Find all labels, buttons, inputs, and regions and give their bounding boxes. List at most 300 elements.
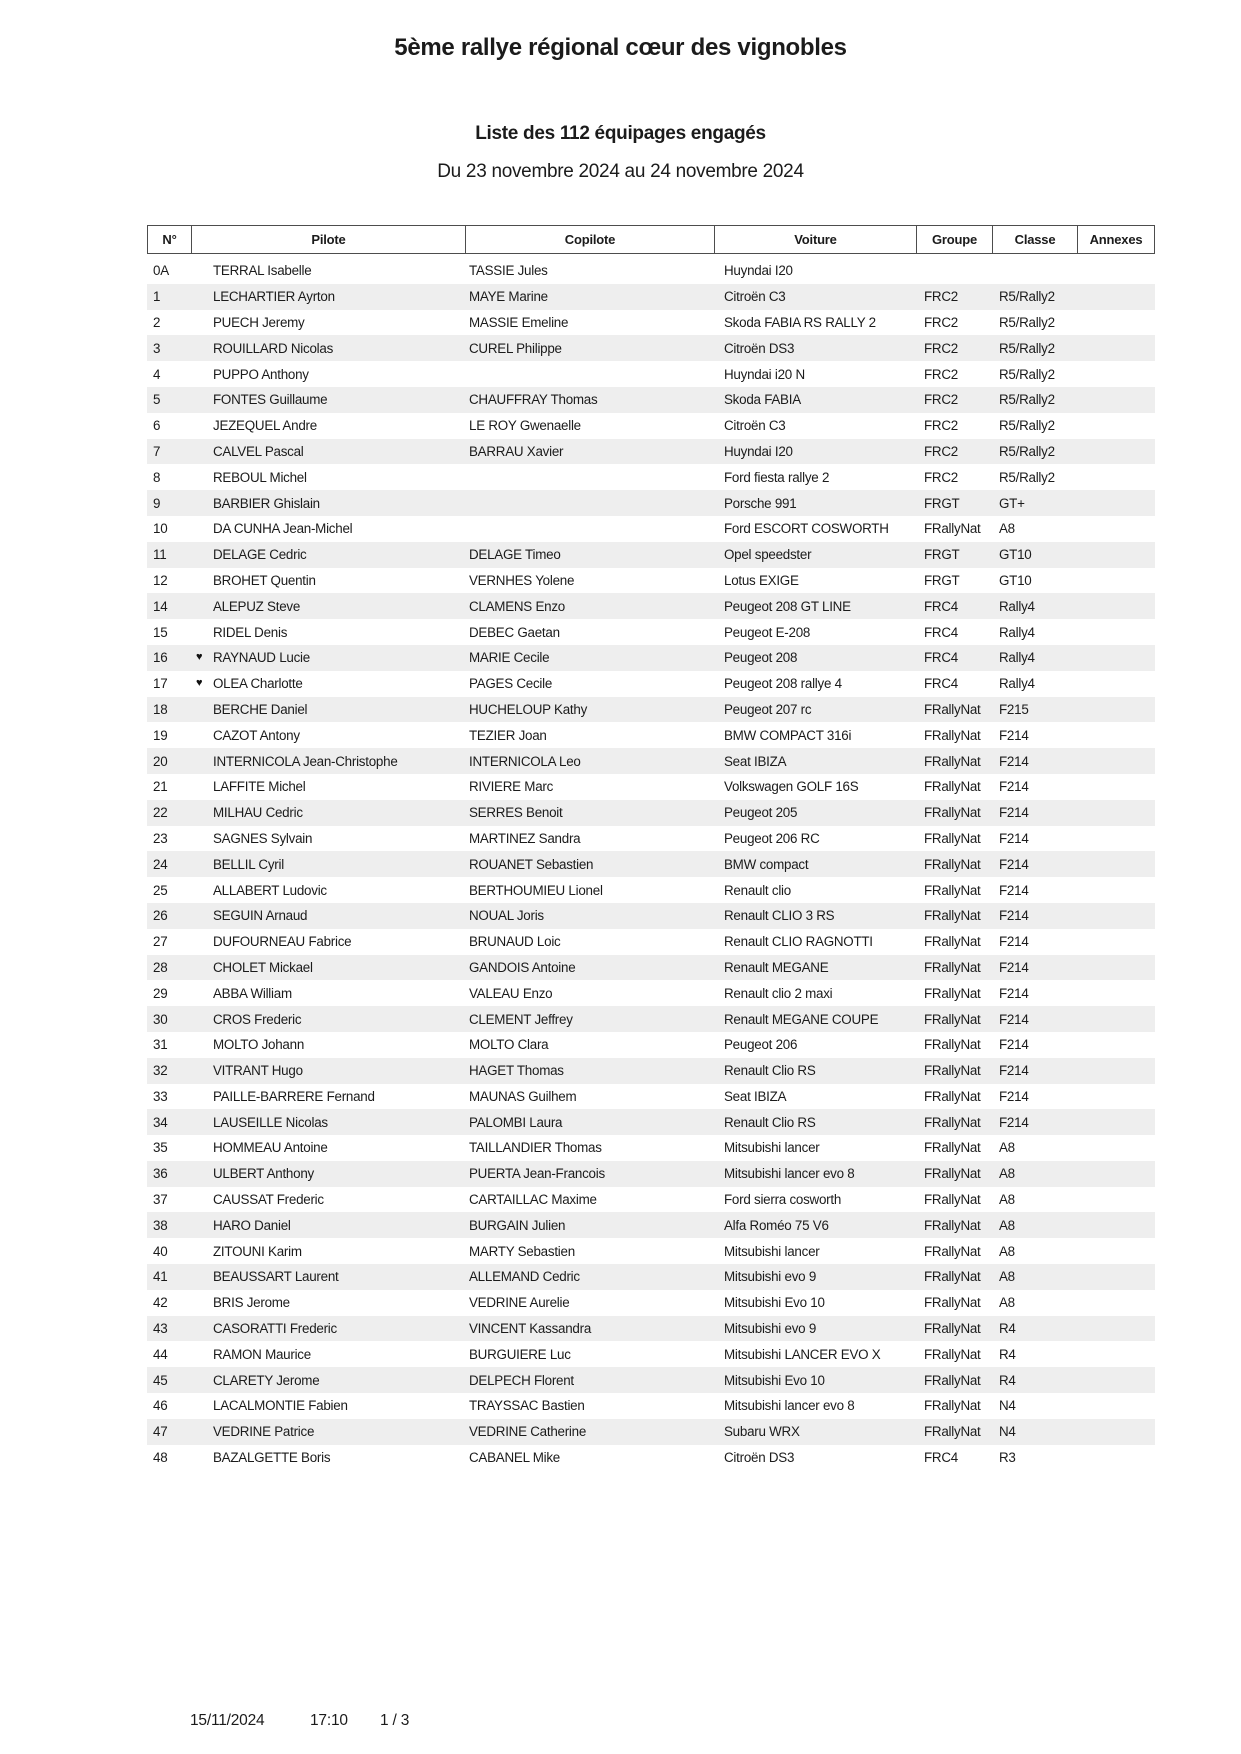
table-row <box>147 1393 1155 1419</box>
pilot-name: VEDRINE Patrice <box>213 1424 315 1440</box>
class-cell: GT10 <box>999 572 1032 588</box>
pilot-cell <box>192 418 466 433</box>
pilot-name: PUPPO Anthony <box>213 366 309 382</box>
pilot-name: CAZOT Antony <box>213 727 300 743</box>
group-cell: FRallyNat <box>924 882 981 898</box>
pilot-cell <box>192 573 466 588</box>
table-row <box>147 774 1155 800</box>
class-cell: F215 <box>999 701 1029 717</box>
event-date-range: Du 23 novembre 2024 au 24 novembre 2024 <box>437 161 804 182</box>
car-cell: Citroën DS3 <box>724 340 795 356</box>
pilot-name: CALVEL Pascal <box>213 443 304 459</box>
pilot-cell <box>192 831 466 846</box>
car-cell: Renault MEGANE <box>724 959 829 975</box>
entry-table <box>147 225 1155 1470</box>
car-cell: Opel speedster <box>724 547 812 563</box>
class-cell: A8 <box>999 521 1015 537</box>
table-row <box>147 697 1155 723</box>
table-row <box>147 903 1155 929</box>
copilot-cell: TRAYSSAC Bastien <box>469 1398 585 1414</box>
pilot-name: LACALMONTIE Fabien <box>213 1398 348 1414</box>
class-cell: A8 <box>999 1295 1015 1311</box>
table-row <box>147 568 1155 594</box>
pilot-cell <box>192 986 466 1001</box>
group-cell: FRC2 <box>924 289 958 305</box>
pilot-name: RAMON Maurice <box>213 1346 311 1362</box>
car-cell: Skoda FABIA RS RALLY 2 <box>724 314 876 330</box>
row-number-cell: 6 <box>153 418 161 434</box>
pilot-cell <box>192 1321 466 1336</box>
class-cell: N4 <box>999 1424 1016 1440</box>
table-row <box>147 464 1155 490</box>
group-cell: FRallyNat <box>924 934 981 950</box>
class-cell: R4 <box>999 1346 1016 1362</box>
car-cell: Renault CLIO RAGNOTTI <box>724 934 873 950</box>
pilot-name: REBOUL Michel <box>213 469 307 485</box>
row-number-cell: 30 <box>153 1011 168 1027</box>
pilot-name: ABBA William <box>213 985 292 1001</box>
class-cell: Rally4 <box>999 650 1035 666</box>
copilot-cell: VEDRINE Aurelie <box>469 1295 570 1311</box>
class-cell: F214 <box>999 805 1029 821</box>
pilot-name: RIDEL Denis <box>213 624 288 640</box>
row-number-cell: 28 <box>153 959 168 975</box>
table-row <box>147 800 1155 826</box>
class-cell: F214 <box>999 727 1029 743</box>
table-row <box>147 748 1155 774</box>
class-cell: R5/Rally2 <box>999 366 1055 382</box>
table-row <box>147 1367 1155 1393</box>
copilot-cell: CABANEL Mike <box>469 1450 561 1466</box>
class-cell: GT+ <box>999 495 1025 511</box>
copilot-cell: INTERNICOLA Leo <box>469 753 581 769</box>
pilot-cell <box>192 1218 466 1233</box>
class-cell: Rally4 <box>999 676 1035 692</box>
pilot-cell <box>192 315 466 330</box>
class-cell: Rally4 <box>999 598 1035 614</box>
class-cell: F214 <box>999 753 1029 769</box>
table-row <box>147 826 1155 852</box>
row-number-cell: 3 <box>153 340 161 356</box>
group-cell: FRallyNat <box>924 521 981 537</box>
pilot-name: LECHARTIER Ayrton <box>213 289 335 305</box>
car-cell: Ford fiesta rallye 2 <box>724 469 830 485</box>
table-row <box>147 284 1155 310</box>
column-header-annexes: Annexes <box>1078 225 1155 254</box>
copilot-cell: MARTINEZ Sandra <box>469 830 581 846</box>
car-cell: Peugeot 208 <box>724 650 798 666</box>
group-cell: FRallyNat <box>924 1140 981 1156</box>
group-cell: FRallyNat <box>924 1166 981 1182</box>
group-cell: FRallyNat <box>924 1037 981 1053</box>
class-cell: A8 <box>999 1217 1015 1233</box>
table-row <box>147 413 1155 439</box>
pilot-name: ALLABERT Ludovic <box>213 882 327 898</box>
car-cell: Renault clio 2 maxi <box>724 985 833 1001</box>
copilot-cell: PUERTA Jean-Francois <box>469 1166 605 1182</box>
table-row <box>147 1290 1155 1316</box>
table-row <box>147 1445 1155 1471</box>
group-cell: FRallyNat <box>924 1114 981 1130</box>
row-number-cell: 37 <box>153 1192 168 1208</box>
copilot-cell: PALOMBI Laura <box>469 1114 563 1130</box>
pilot-name: HARO Daniel <box>213 1217 291 1233</box>
table-row <box>147 1058 1155 1084</box>
copilot-cell: DELAGE Timeo <box>469 547 561 563</box>
group-cell: FRC2 <box>924 443 958 459</box>
column-header-pilot: Pilote <box>192 225 466 254</box>
row-number-cell: 47 <box>153 1424 168 1440</box>
pilot-name: INTERNICOLA Jean-Christophe <box>213 753 398 769</box>
pilot-name: BAZALGETTE Boris <box>213 1450 331 1466</box>
pilot-cell <box>192 857 466 872</box>
pilot-cell <box>192 1398 466 1413</box>
row-number-cell: 7 <box>153 443 161 459</box>
row-number-cell: 27 <box>153 934 168 950</box>
row-number-cell: 33 <box>153 1088 168 1104</box>
group-cell: FRC2 <box>924 366 958 382</box>
group-cell: FRC4 <box>924 1450 958 1466</box>
copilot-cell: MASSIE Emeline <box>469 314 569 330</box>
pilot-cell <box>192 676 466 691</box>
pilot-cell <box>192 599 466 614</box>
group-cell: FRallyNat <box>924 701 981 717</box>
pilot-name: DELAGE Cedric <box>213 547 307 563</box>
pilot-name: ZITOUNI Karim <box>213 1243 302 1259</box>
row-number-cell: 23 <box>153 830 168 846</box>
car-cell: Mitsubishi lancer <box>724 1243 820 1259</box>
row-number-cell: 19 <box>153 727 168 743</box>
copilot-cell: MAYE Marine <box>469 289 548 305</box>
copilot-cell: VEDRINE Catherine <box>469 1424 587 1440</box>
row-number-cell: 34 <box>153 1114 168 1130</box>
pilot-name: SEGUIN Arnaud <box>213 908 308 924</box>
pilot-name: PUECH Jeremy <box>213 314 305 330</box>
pilot-cell <box>192 754 466 769</box>
copilot-cell: VINCENT Kassandra <box>469 1321 592 1337</box>
pilot-cell <box>192 908 466 923</box>
group-cell: FRC4 <box>924 624 958 640</box>
row-number-cell: 26 <box>153 908 168 924</box>
pilot-cell <box>192 1424 466 1439</box>
copilot-cell: BURGAIN Julien <box>469 1217 566 1233</box>
car-cell: Mitsubishi Evo 10 <box>724 1372 825 1388</box>
copilot-cell: CLEMENT Jeffrey <box>469 1011 573 1027</box>
pilot-cell <box>192 702 466 717</box>
class-cell: F214 <box>999 959 1029 975</box>
car-cell: Peugeot 207 rc <box>724 701 812 717</box>
copilot-cell: LE ROY Gwenaelle <box>469 418 581 434</box>
row-number-cell: 4 <box>153 366 161 382</box>
table-row <box>147 335 1155 361</box>
class-cell: R5/Rally2 <box>999 340 1055 356</box>
column-header-copilot: Copilote <box>466 225 715 254</box>
group-cell: FRC4 <box>924 676 958 692</box>
copilot-cell: MARTY Sebastien <box>469 1243 575 1259</box>
table-row <box>147 593 1155 619</box>
column-header-group: Groupe <box>917 225 993 254</box>
row-number-cell: 41 <box>153 1269 168 1285</box>
pilot-cell <box>192 1450 466 1465</box>
class-cell: R5/Rally2 <box>999 289 1055 305</box>
car-cell: Mitsubishi LANCER EVO X <box>724 1346 881 1362</box>
pilot-cell <box>192 1295 466 1310</box>
copilot-cell: ALLEMAND Cedric <box>469 1269 580 1285</box>
copilot-cell: NOUAL Joris <box>469 908 544 924</box>
pilot-name: BEAUSSART Laurent <box>213 1269 339 1285</box>
car-cell: Citroën C3 <box>724 289 786 305</box>
row-number-cell: 15 <box>153 624 168 640</box>
car-cell: Renault CLIO 3 RS <box>724 908 835 924</box>
table-row <box>147 955 1155 981</box>
table-row <box>147 361 1155 387</box>
class-cell: R4 <box>999 1321 1016 1337</box>
group-cell: FRallyNat <box>924 753 981 769</box>
column-header-number: N° <box>147 225 192 254</box>
pilot-name: LAFFITE Michel <box>213 779 306 795</box>
copilot-cell: VALEAU Enzo <box>469 985 553 1001</box>
car-cell: Peugeot E-208 <box>724 624 811 640</box>
pilot-name: LAUSEILLE Nicolas <box>213 1114 328 1130</box>
table-row <box>147 671 1155 697</box>
pilot-cell <box>192 1166 466 1181</box>
copilot-cell: CARTAILLAC Maxime <box>469 1192 597 1208</box>
pilot-name: TERRAL Isabelle <box>213 263 312 279</box>
car-cell: Ford ESCORT COSWORTH <box>724 521 889 537</box>
row-number-cell: 43 <box>153 1321 168 1337</box>
table-row <box>147 387 1155 413</box>
car-cell: BMW compact <box>724 856 809 872</box>
row-number-cell: 31 <box>153 1037 168 1053</box>
car-cell: Ford sierra cosworth <box>724 1192 842 1208</box>
table-row <box>147 877 1155 903</box>
row-number-cell: 42 <box>153 1295 168 1311</box>
group-cell: FRallyNat <box>924 830 981 846</box>
entry-table-header <box>147 225 1155 254</box>
pilot-name: ULBERT Anthony <box>213 1166 314 1182</box>
row-number-cell: 36 <box>153 1166 168 1182</box>
group-cell: FRGT <box>924 572 960 588</box>
class-cell: F214 <box>999 1037 1029 1053</box>
group-cell: FRC4 <box>924 650 958 666</box>
car-cell: Huyndai i20 N <box>724 366 805 382</box>
class-cell: F214 <box>999 1011 1029 1027</box>
copilot-cell: DELPECH Florent <box>469 1372 574 1388</box>
table-row <box>147 542 1155 568</box>
pilot-cell <box>192 960 466 975</box>
row-number-cell: 8 <box>153 469 161 485</box>
class-cell: Rally4 <box>999 624 1035 640</box>
class-cell: A8 <box>999 1166 1015 1182</box>
copilot-cell: HUCHELOUP Kathy <box>469 701 588 717</box>
pilot-cell <box>192 1347 466 1362</box>
column-header-car: Voiture <box>715 225 917 254</box>
pilot-cell <box>192 392 466 407</box>
row-number-cell: 48 <box>153 1450 168 1466</box>
heart-icon: ♥ <box>196 677 203 690</box>
group-cell: FRallyNat <box>924 1063 981 1079</box>
car-cell: Renault clio <box>724 882 791 898</box>
row-number-cell: 21 <box>153 779 168 795</box>
copilot-cell: CHAUFFRAY Thomas <box>469 392 598 408</box>
car-cell: Subaru WRX <box>724 1424 800 1440</box>
group-cell: FRallyNat <box>924 1088 981 1104</box>
pilot-name: BROHET Quentin <box>213 572 316 588</box>
copilot-cell: BARRAU Xavier <box>469 443 564 459</box>
pilot-cell <box>192 1037 466 1052</box>
class-cell: F214 <box>999 830 1029 846</box>
pilot-cell <box>192 1269 466 1284</box>
row-number-cell: 46 <box>153 1398 168 1414</box>
car-cell: Volkswagen GOLF 16S <box>724 779 859 795</box>
car-cell: Mitsubishi Evo 10 <box>724 1295 825 1311</box>
pilot-name: DUFOURNEAU Fabrice <box>213 934 352 950</box>
group-cell: FRallyNat <box>924 1398 981 1414</box>
group-cell: FRallyNat <box>924 1192 981 1208</box>
class-cell: A8 <box>999 1269 1015 1285</box>
row-number-cell: 45 <box>153 1372 168 1388</box>
car-cell: Mitsubishi lancer evo 8 <box>724 1166 855 1182</box>
pilot-cell <box>192 263 466 278</box>
group-cell: FRC2 <box>924 392 958 408</box>
copilot-cell: HAGET Thomas <box>469 1063 564 1079</box>
row-number-cell: 29 <box>153 985 168 1001</box>
row-number-cell: 9 <box>153 495 161 511</box>
table-row <box>147 1109 1155 1135</box>
class-cell: F214 <box>999 856 1029 872</box>
group-cell: FRallyNat <box>924 1346 981 1362</box>
group-cell: FRallyNat <box>924 1011 981 1027</box>
car-cell: Citroën DS3 <box>724 1450 795 1466</box>
group-cell: FRallyNat <box>924 1269 981 1285</box>
pilot-cell <box>192 547 466 562</box>
table-row <box>147 929 1155 955</box>
copilot-cell: MARIE Cecile <box>469 650 550 666</box>
class-cell: R5/Rally2 <box>999 392 1055 408</box>
entry-table-body <box>147 258 1155 1470</box>
row-number-cell: 25 <box>153 882 168 898</box>
table-row <box>147 722 1155 748</box>
class-cell: F214 <box>999 1088 1029 1104</box>
car-cell: BMW COMPACT 316i <box>724 727 852 743</box>
pilot-cell <box>192 1140 466 1155</box>
car-cell: Lotus EXIGE <box>724 572 799 588</box>
pilot-cell <box>192 1373 466 1388</box>
pilot-name: OLEA Charlotte <box>213 676 303 692</box>
pilot-cell <box>192 1115 466 1130</box>
class-cell: R4 <box>999 1372 1016 1388</box>
pilot-name: CHOLET Mickael <box>213 959 313 975</box>
car-cell: Renault Clio RS <box>724 1114 816 1130</box>
copilot-cell: SERRES Benoit <box>469 805 563 821</box>
group-cell: FRC2 <box>924 469 958 485</box>
pilot-cell <box>192 728 466 743</box>
group-cell: FRallyNat <box>924 779 981 795</box>
row-number-cell: 5 <box>153 392 161 408</box>
heart-icon: ♥ <box>196 651 203 664</box>
class-cell: GT10 <box>999 547 1032 563</box>
table-row <box>147 310 1155 336</box>
pilot-cell <box>192 805 466 820</box>
class-cell: F214 <box>999 985 1029 1001</box>
print-time: 17:10 <box>310 1712 348 1729</box>
car-cell: Mitsubishi lancer <box>724 1140 820 1156</box>
table-row <box>147 1161 1155 1187</box>
car-cell: Mitsubishi evo 9 <box>724 1321 817 1337</box>
row-number-cell: 0A <box>153 263 169 279</box>
table-row <box>147 1032 1155 1058</box>
row-number-cell: 38 <box>153 1217 168 1233</box>
group-cell: FRGT <box>924 495 960 511</box>
row-number-cell: 32 <box>153 1063 168 1079</box>
car-cell: Alfa Roméo 75 V6 <box>724 1217 829 1233</box>
car-cell: Seat IBIZA <box>724 753 787 769</box>
pilot-name: SAGNES Sylvain <box>213 830 313 846</box>
pilot-name: VITRANT Hugo <box>213 1063 303 1079</box>
pilot-name: MILHAU Cedric <box>213 805 303 821</box>
pilot-cell <box>192 934 466 949</box>
group-cell: FRallyNat <box>924 856 981 872</box>
pilot-name: PAILLE-BARRERE Fernand <box>213 1088 375 1104</box>
table-row <box>147 1006 1155 1032</box>
table-row <box>147 1264 1155 1290</box>
pilot-cell <box>192 625 466 640</box>
pilot-cell <box>192 521 466 536</box>
class-cell: A8 <box>999 1192 1015 1208</box>
table-row <box>147 1341 1155 1367</box>
group-cell: FRallyNat <box>924 1372 981 1388</box>
pilot-cell <box>192 650 466 665</box>
copilot-cell: VERNHES Yolene <box>469 572 575 588</box>
pilot-cell <box>192 470 466 485</box>
row-number-cell: 44 <box>153 1346 168 1362</box>
copilot-cell: CUREL Philippe <box>469 340 562 356</box>
table-row <box>147 516 1155 542</box>
copilot-cell: RIVIERE Marc <box>469 779 554 795</box>
row-number-cell: 17 <box>153 676 168 692</box>
class-cell: A8 <box>999 1140 1015 1156</box>
table-row <box>147 980 1155 1006</box>
class-cell: R5/Rally2 <box>999 443 1055 459</box>
group-cell: FRGT <box>924 547 960 563</box>
copilot-cell: BURGUIERE Luc <box>469 1346 571 1362</box>
table-row <box>147 851 1155 877</box>
row-number-cell: 16 <box>153 650 168 666</box>
copilot-cell: GANDOIS Antoine <box>469 959 576 975</box>
pilot-cell <box>192 1063 466 1078</box>
copilot-cell: ROUANET Sebastien <box>469 856 594 872</box>
group-cell: FRC2 <box>924 340 958 356</box>
group-cell: FRallyNat <box>924 1321 981 1337</box>
car-cell: Peugeot 205 <box>724 805 798 821</box>
pilot-cell <box>192 1012 466 1027</box>
pilot-cell <box>192 779 466 794</box>
class-cell: F214 <box>999 1114 1029 1130</box>
row-number-cell: 24 <box>153 856 168 872</box>
print-date: 15/11/2024 <box>190 1712 265 1729</box>
car-cell: Seat IBIZA <box>724 1088 787 1104</box>
car-cell: Mitsubishi lancer evo 8 <box>724 1398 855 1414</box>
car-cell: Citroën C3 <box>724 418 786 434</box>
row-number-cell: 22 <box>153 805 168 821</box>
table-row <box>147 439 1155 465</box>
car-cell: Mitsubishi evo 9 <box>724 1269 817 1285</box>
row-number-cell: 12 <box>153 572 168 588</box>
copilot-cell: TAILLANDIER Thomas <box>469 1140 602 1156</box>
copilot-cell: BRUNAUD Loic <box>469 934 561 950</box>
car-cell: Renault MEGANE COUPE <box>724 1011 879 1027</box>
pilot-cell <box>192 444 466 459</box>
